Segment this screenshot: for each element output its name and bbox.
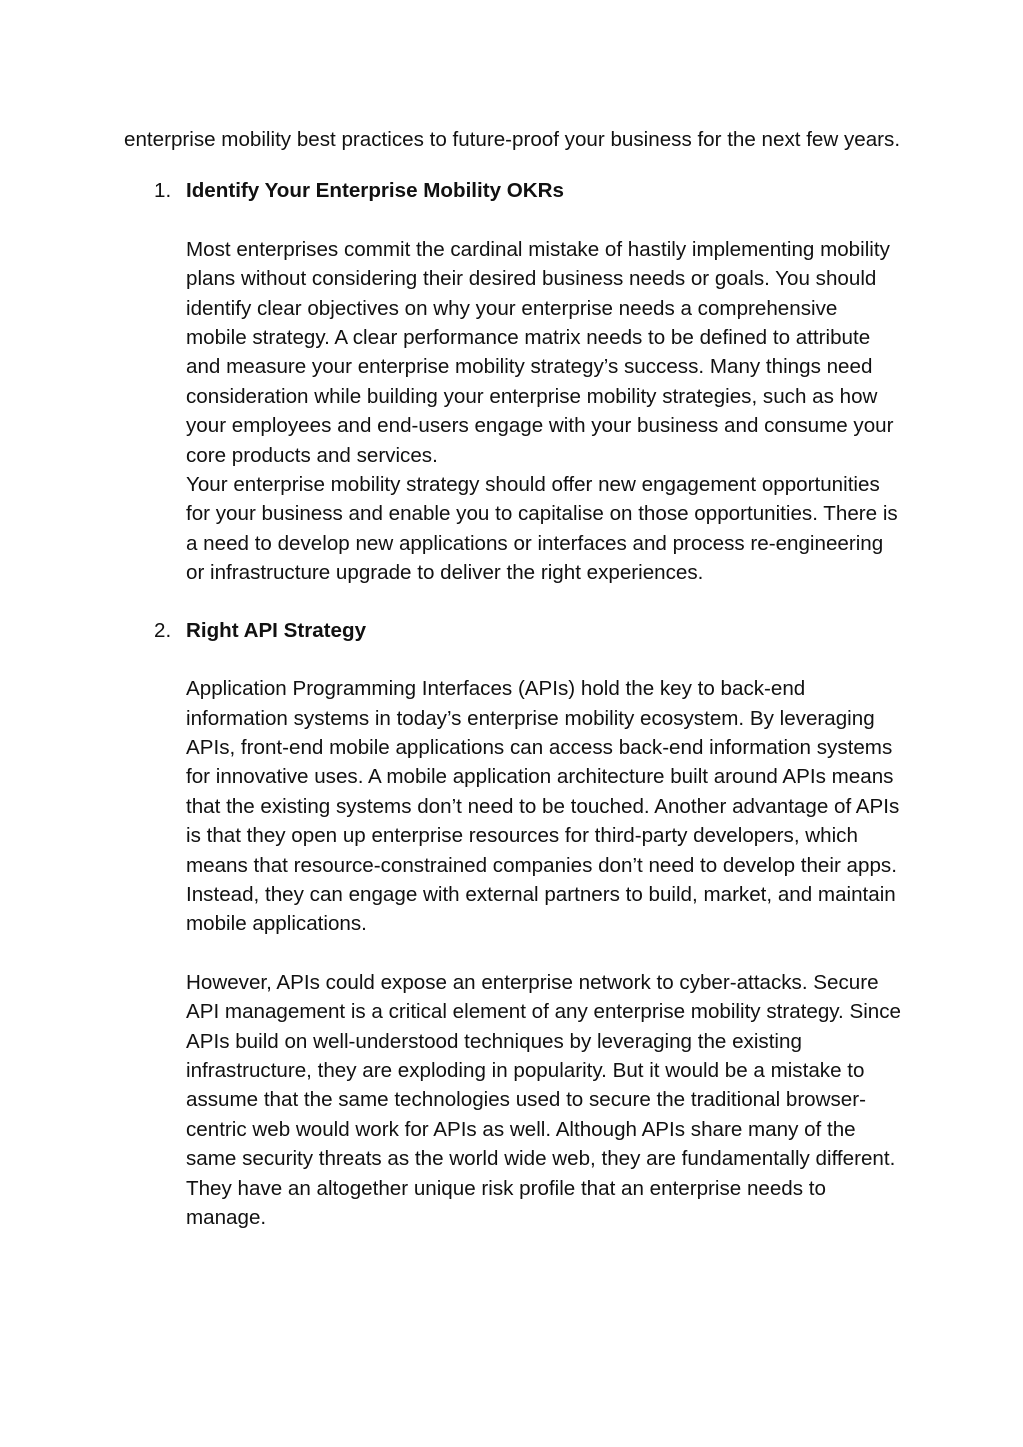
body-paragraph: Application Programming Interfaces (APIs) hold the key to back-end information systems in today’s enterprise mobility ecosystem. By leveraging APIs, front-end mobile applications can access back-end information systems for innovative uses. A mobile application architecture built around APIs means that the existing systems don’t need to be touched. Another advantage of APIs is that they open up enterprise resources for third-party developers, which means that resource-constrained companies don’t need to develop their apps. Instead, they can engage with external partners to build, market, and maintain mobile applications.	[186, 677, 900, 936]
section-body-okrs	[186, 235, 903, 588]
list-number: 2.	[154, 618, 172, 642]
body-paragraph: Your enterprise mobility strategy should offer new engagement opportunities for your business and enable you to capitalise on those opportunities. There is a need to develop new applications or interfaces and process re-engineering or infrastructure upgrade to deliver the right experiences.	[186, 473, 898, 585]
list-item-okrs	[124, 176, 903, 587]
section-body-api-strategy	[186, 674, 903, 1232]
intro-paragraph: enterprise mobility best practices to future-proof your business for the next few years.	[124, 128, 901, 151]
section-heading-okrs: Identify Your Enterprise Mobility OKRs	[186, 179, 564, 203]
body-paragraph: Most enterprises commit the cardinal mistake of hastily implementing mobility plans without considering their desired business needs or goals. You should identify clear objectives on why your enterprise needs a comprehensive mobile strategy. A clear performance matrix needs to be defined to attribute and measure your enterprise mobility strategy’s success. Many things need consideration while building your enterprise mobility strategies, such as how your employees and end-users engage with your business and consume your core products and services.	[186, 237, 894, 467]
body-paragraph: However, APIs could expose an enterprise network to cyber-attacks. Secure API management is a critical element of any enterprise mobility strategy. Since APIs build on well-understood techniques by leveraging the existing infrastructure, they are exploding in popularity. But it would be a mistake to assume that the same technologies used to secure the traditional browser-centric web would work for APIs as well. Although APIs share many of the same security threats as the world wide web, they are fundamentally different. They have an altogether unique risk profile that an enterprise needs to manage.	[186, 970, 901, 1229]
list-item-api-strategy	[124, 616, 903, 1233]
list-number: 1.	[154, 179, 172, 203]
section-heading-api-strategy: Right API Strategy	[186, 618, 367, 642]
